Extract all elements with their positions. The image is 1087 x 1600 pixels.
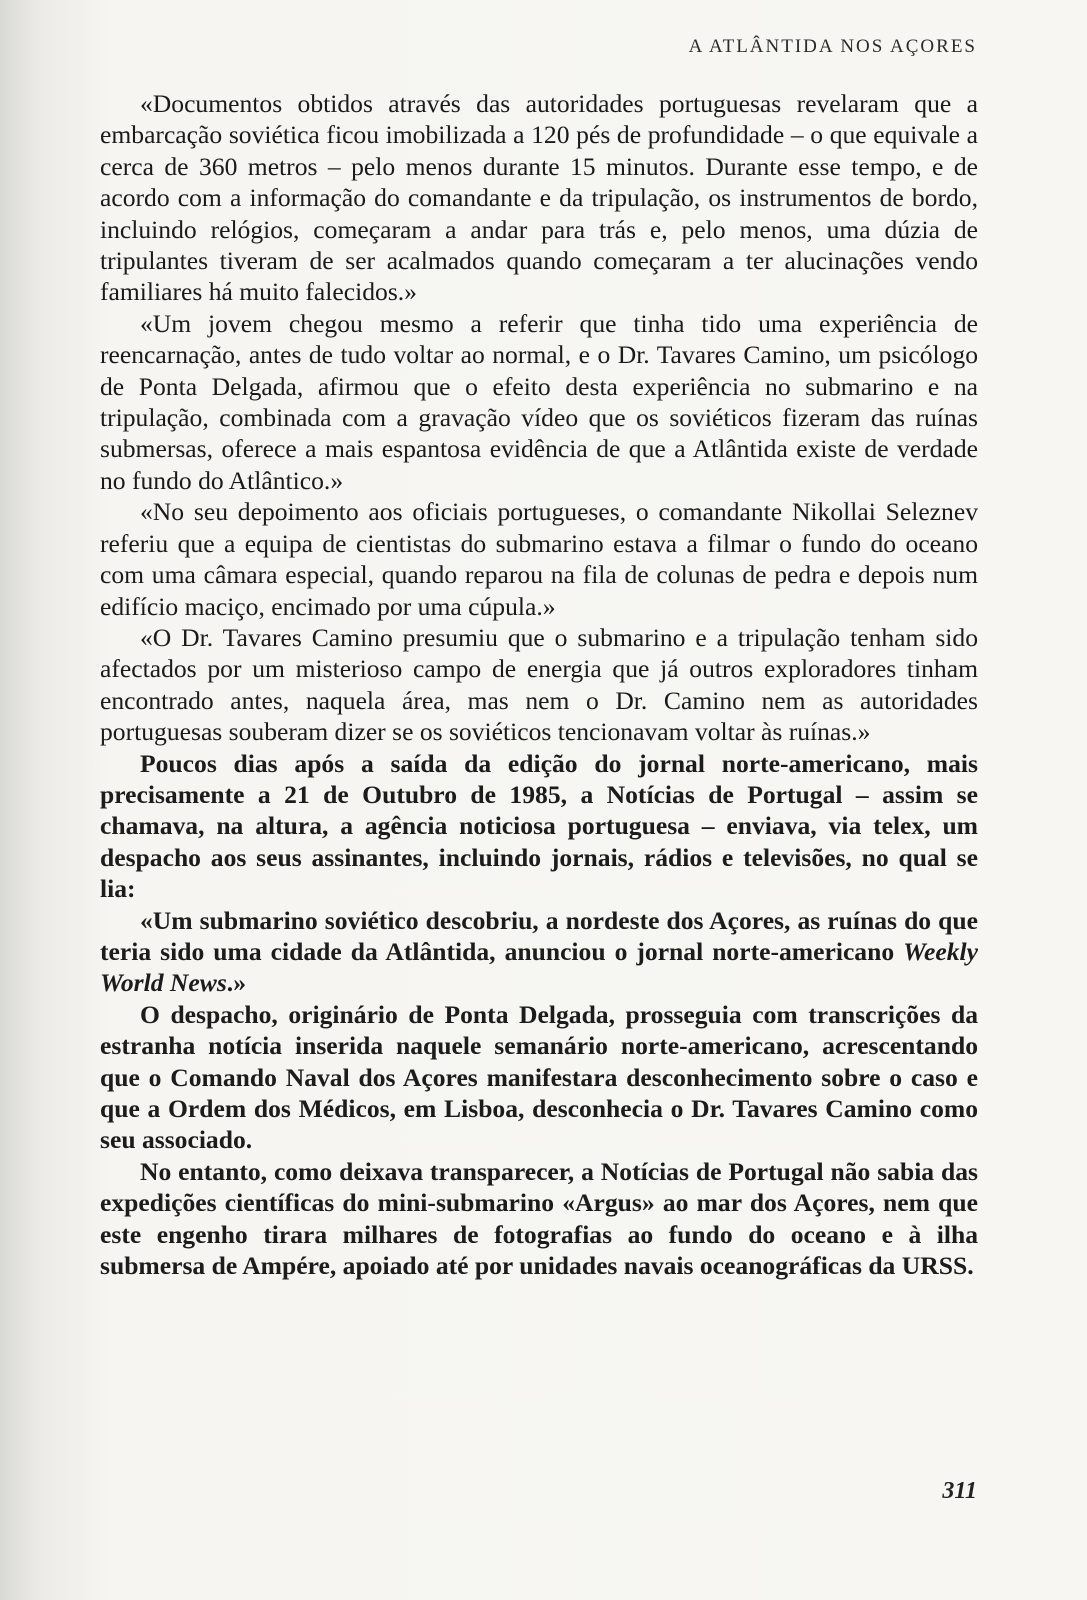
running-head: A ATLÂNTIDA NOS AÇORES [688,36,977,57]
paragraph-5: Poucos dias após a saída da edição do jornal norte-americano, mais precisamente a 21 de Outubro de 1985, a Notícias de Portugal – assim se chamava, na altura, a agência noticiosa portuguesa – enviava, via telex, um despacho aos seus assinantes, incluindo jornais, rádios e televisões, no qual se lia: [100,748,978,904]
paragraph-7: O despacho, originário de Ponta Delgada, prosseguia com transcrições da estranha notícia inserida naquele semanário norte-americano, acrescentando que o Comando Naval dos Açores manifestara desconhecimento sobre o caso e que a Ordem dos Médicos, em Lisboa, desconhecia o Dr. Tavares Camino como seu associado. [100,999,978,1155]
paragraph-6-italic-title: Weekly World News [100,936,978,998]
paragraph-8: No entanto, como deixava transparecer, a Notícias de Portugal não sabia das expedições científicas do mini-submarino «Argus» ao mar dos Açores, nem que este engenho tirara milhares de fotografias ao fundo do oceano e à ilha submersa de Ampére, apoiado até por unidades navais oceanográficas da URSS. [100,1156,978,1281]
paragraph-6-text: «Um submarino soviético descobriu, a nordeste dos Açores, as ruínas do que teria sido uma cidade da Atlântida, anunciou o jornal norte-americano [100,905,978,966]
paragraph-2: «Um jovem chegou mesmo a referir que tinha tido uma experiência de reencarnação, antes de tudo voltar ao normal, e o Dr. Tavares Camino, um psicólogo de Ponta Delgada, afirmou que o efeito desta experiência no submarino e na tripulação, combinada com a gravação vídeo que os soviéticos fizeram das ruínas submersas, oferece a mais espantosa evidência de que a Atlântida existe de verdade no fundo do Atlântico.» [100,308,978,495]
paragraph-6-end: .» [226,968,246,998]
body-text [100,88,978,1281]
page-number: 311 [942,1478,977,1504]
paragraph-4: «O Dr. Tavares Camino presumiu que o submarino e a tripulação tenham sido afectados por um misterioso campo de energia que já outros exploradores tinham encontrado antes, naquela área, mas nem o Dr. Camino nem as autoridades portuguesas souberam dizer se os soviéticos tencionavam voltar às ruínas.» [100,622,978,747]
paragraph-1: «Documentos obtidos através das autoridades portuguesas revelaram que a embarcação soviética ficou imobilizada a 120 pés de profundidade – o que equivale a cerca de 360 metros – pelo menos durante 15 minutos. Durante esse tempo, e de acordo com a informação do comandante e da tripulação, os instrumentos de bordo, incluindo relógios, começaram a andar para trás e, pelo menos, uma dúzia de tripulantes tiveram de ser acalmados quando começaram a ter alucinações vendo familiares há muito falecidos.» [100,89,978,307]
paragraph-6 [100,905,978,999]
paragraph-3: «No seu depoimento aos oficiais portugueses, o comandante Nikollai Seleznev referiu que a equipa de cientistas do submarino estava a filmar o fundo do oceano com uma câmara especial, quando reparou na fila de colunas de pedra e depois num edifício maciço, encimado por uma cúpula.» [100,497,978,621]
